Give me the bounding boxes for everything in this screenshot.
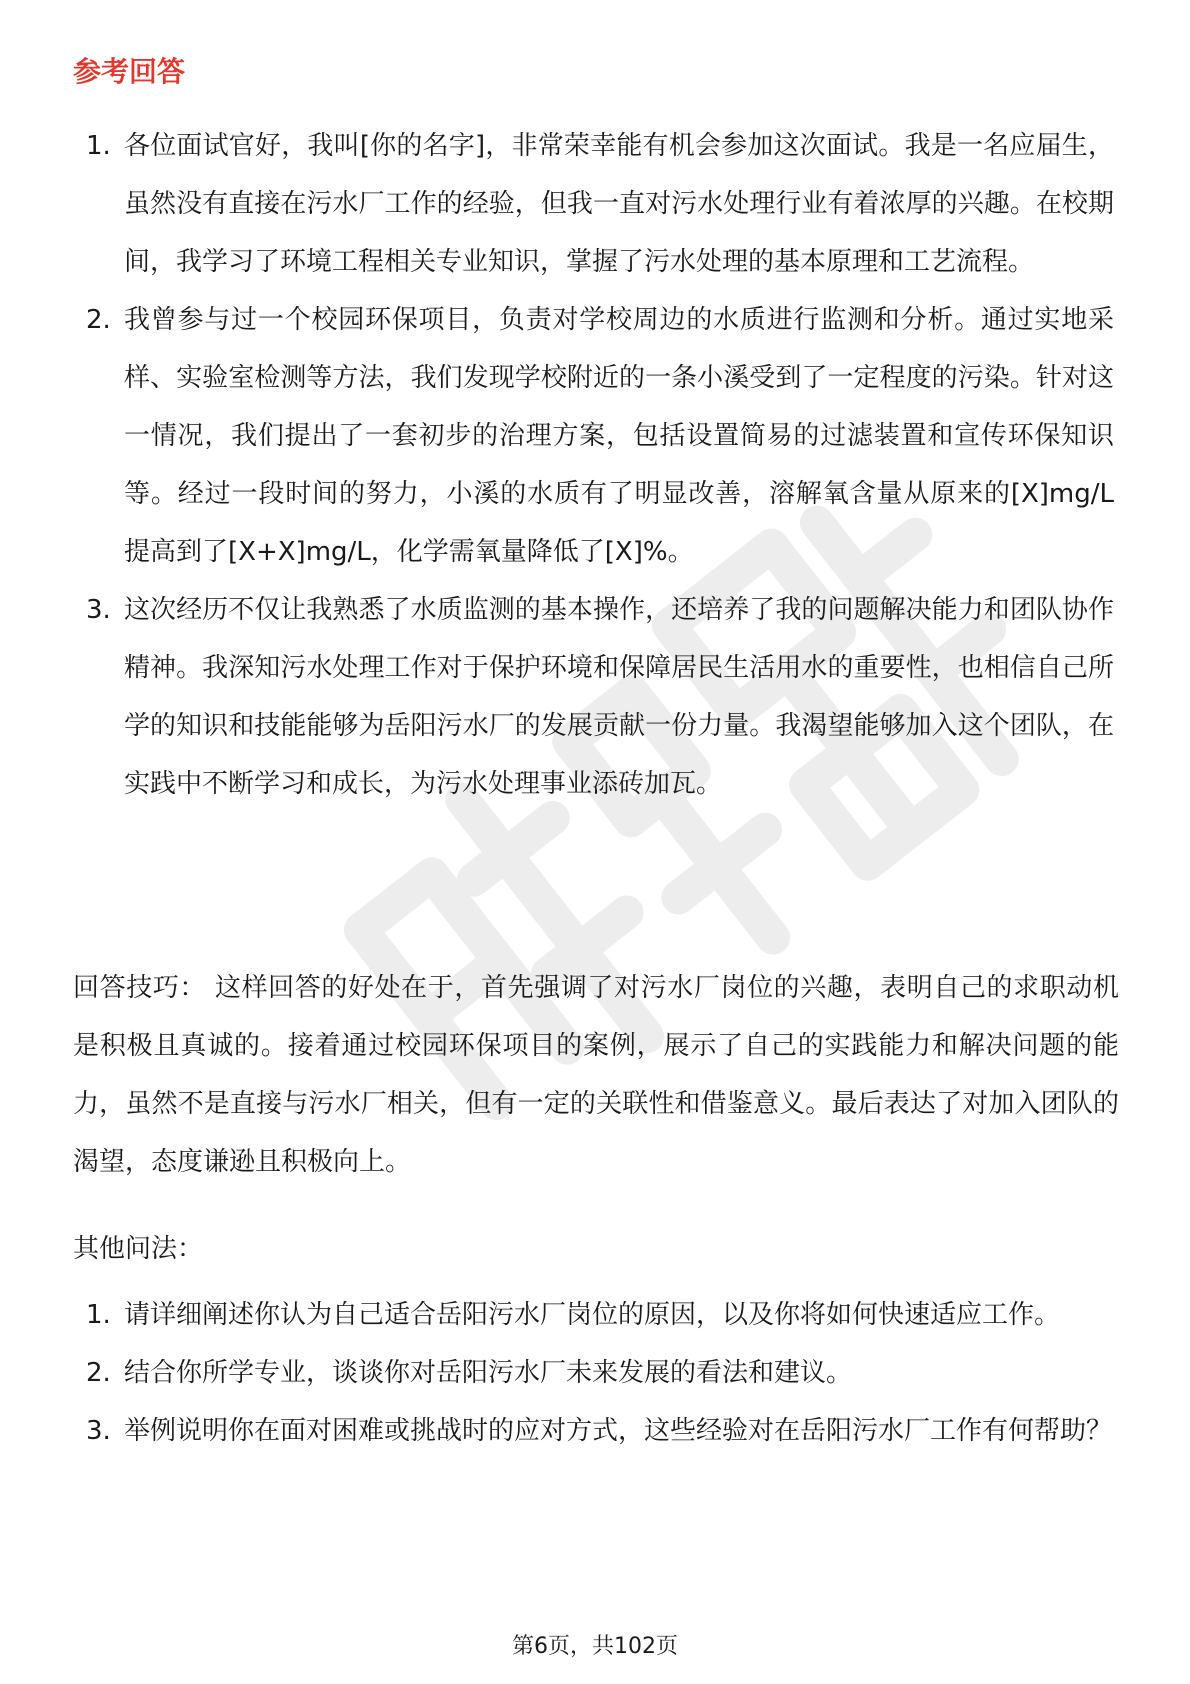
list-item-text: 我曾参与过一个校园环保项目，负责对学校周边的水质进行监测和分析。通过实地采样、实验室检测等方法，我们发现学校附近的一条小溪受到了一定程度的污染。针对这一情况，我们提出了一套初步的治理方案，包括设置简易的过滤装置和宣传环保知识等。经过一段时间的努力，小溪的水质有了明显改善，溶解氧含量从原来的[X]mg/L 提高到了[X+X]mg/L，化学需氧量降低了[X]%。 [124, 305, 1114, 567]
list-item [0, 117, 1190, 291]
list-item [0, 1402, 1190, 1460]
list-item-number: 3. [86, 1416, 111, 1446]
list-item-text: 这次经历不仅让我熟悉了水质监测的基本操作，还培养了我的问题解决能力和团队协作精神。我深知污水处理工作对于保护环境和保障居民生活用水的重要性，也相信自己所学的知识和技能能够为岳阳污水厂的发展贡献一份力量。我渴望能够加入这个团队，在实践中不断学习和成长，为污水处理事业添砖加瓦。 [124, 595, 1114, 799]
list-item-number: 3. [86, 595, 111, 625]
list-item-number: 1. [86, 1300, 111, 1330]
list-item-text: 请详细阐述你认为自己适合岳阳污水厂岗位的原因，以及你将如何快速适应工作。 [124, 1300, 1061, 1330]
list-item-text: 各位面试官好，我叫[你的名字]，非常荣幸能有机会参加这次面试。我是一名应届生，虽然没有直接在污水厂工作的经验，但我一直对污水处理行业有着浓厚的兴趣。在校期间，我学习了环境工程相关专业知识，掌握了污水处理的基本原理和工艺流程。 [124, 131, 1114, 277]
page-footer: 第6页，共102页 [512, 1634, 678, 1659]
list-item-text: 举例说明你在面对困难或挑战时的应对方式，这些经验对在岳阳污水厂工作有何帮助？ [124, 1416, 1113, 1446]
section-title: 参考回答 [73, 55, 186, 88]
other-questions-list [0, 1286, 1190, 1460]
list-item-number: 1. [86, 131, 111, 161]
list-item [0, 1286, 1190, 1344]
list-item [0, 291, 1190, 581]
list-item [0, 581, 1190, 813]
list-item-number: 2. [86, 305, 111, 335]
list-item-number: 2. [86, 1358, 111, 1388]
answer-list [0, 117, 1190, 813]
list-item-text: 结合你所学专业，谈谈你对岳阳污水厂未来发展的看法和建议。 [124, 1358, 853, 1388]
list-item [0, 1344, 1190, 1402]
other-questions-heading: 其他问法： [73, 1234, 204, 1264]
answer-tips-paragraph: 回答技巧： 这样回答的好处在于，首先强调了对污水厂岗位的兴趣，表明自己的求职动机是积极且真诚的。接着通过校园环保项目的案例，展示了自己的实践能力和解决问题的能力，虽然不是直接与污水厂相关，但有一定的关联性和借鉴意义。最后表达了对加入团队的渴望，态度谦逊且积极向上。 [73, 973, 1119, 1177]
